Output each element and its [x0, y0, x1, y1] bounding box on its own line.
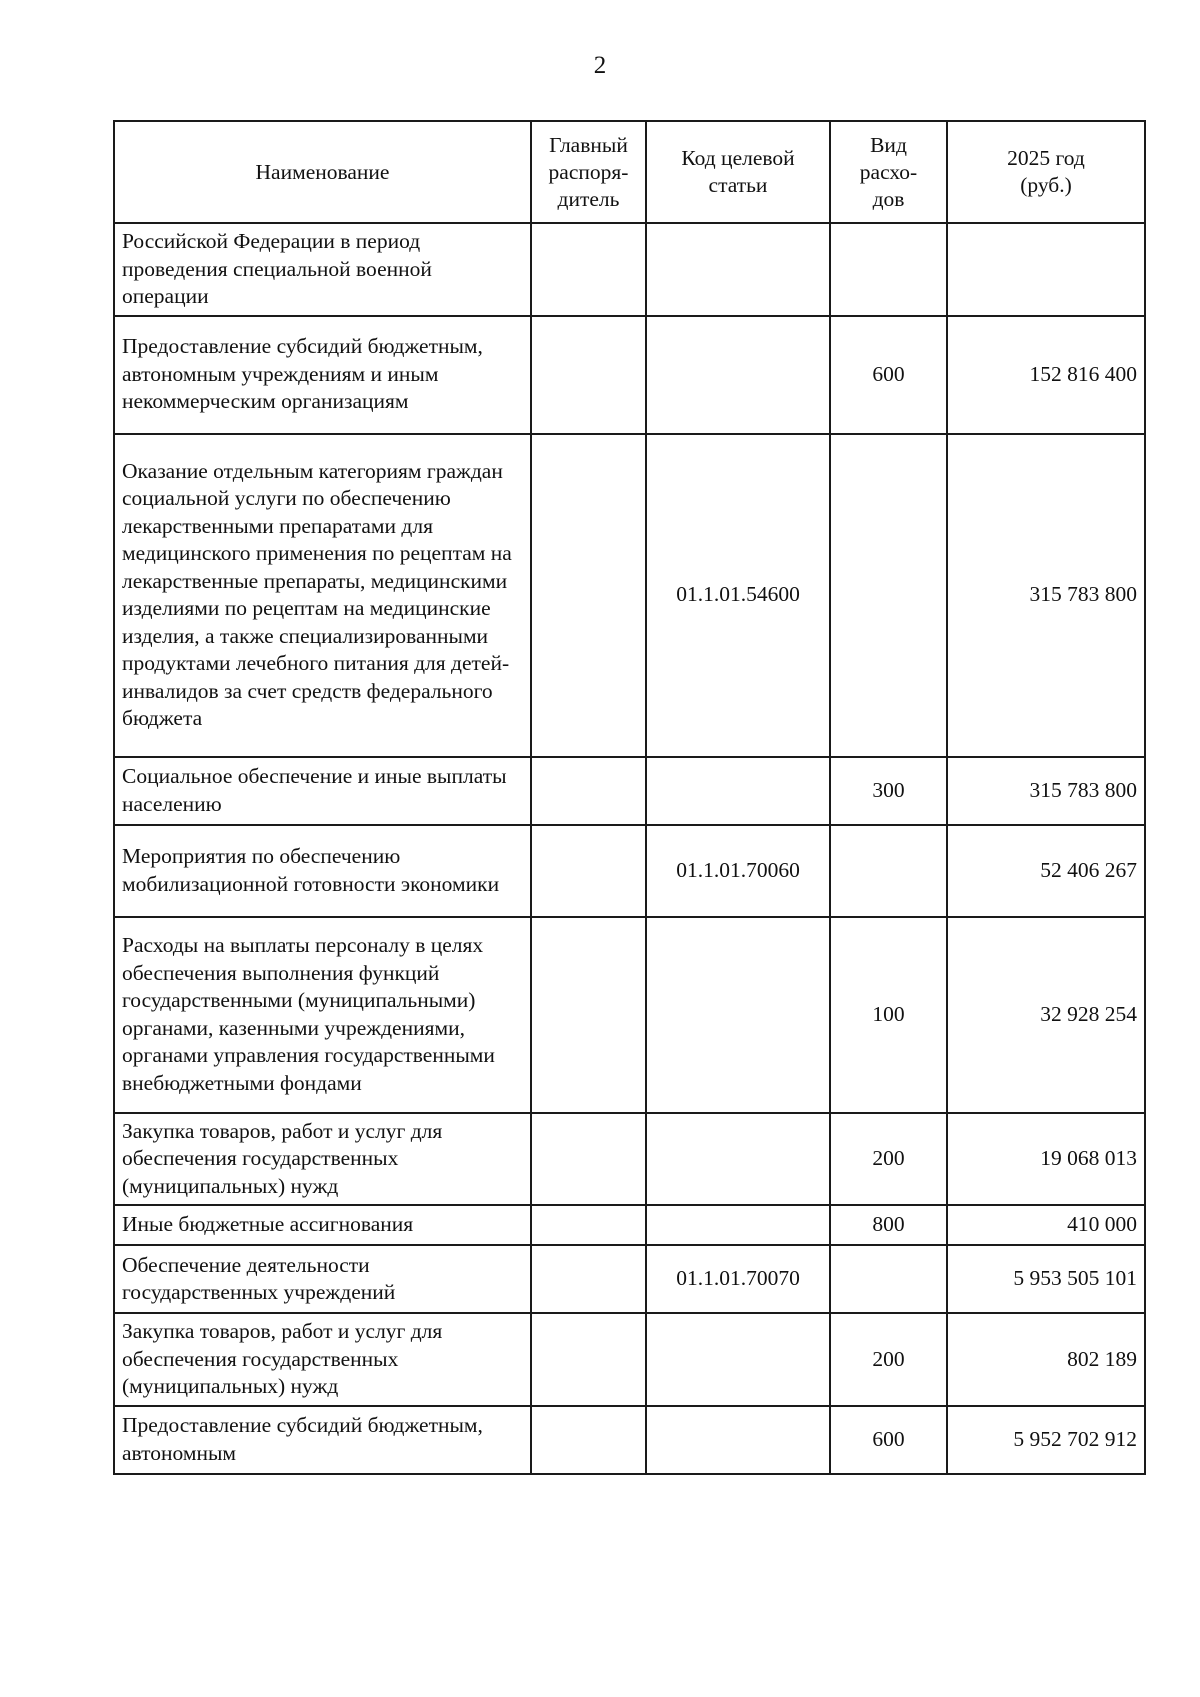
header-name-label: Наименование: [255, 159, 390, 184]
cell-code: [646, 1205, 830, 1245]
table-header: [114, 121, 1145, 223]
cell-expense-type: [830, 434, 947, 757]
table-row: [114, 316, 1145, 434]
cell-manager: [531, 1245, 646, 1313]
header-row: [114, 121, 1145, 223]
cell-code: 01.1.01.54600: [646, 434, 830, 757]
cell-name: Оказание отдельным категориям граждан социальной услуги по обеспечению лекарственными препаратами для медицинского применения по рецептам на лекарственные препараты, медицинскими изделиями по рецептам на медицинские изделия, а также специализированными продуктами лечебного питания для детей-инвалидов за счет средств федерального бюджета: [114, 434, 531, 757]
header-amount: [947, 121, 1145, 223]
budget-table: [113, 120, 1146, 1475]
cell-manager: [531, 757, 646, 825]
cell-code: [646, 1406, 830, 1474]
cell-code: [646, 1113, 830, 1206]
cell-amount: 315 783 800: [947, 757, 1145, 825]
cell-expense-type: 300: [830, 757, 947, 825]
table-row: [114, 917, 1145, 1113]
cell-code: 01.1.01.70070: [646, 1245, 830, 1313]
cell-amount: [947, 223, 1145, 316]
cell-amount: 52 406 267: [947, 825, 1145, 917]
table-body: [114, 223, 1145, 1474]
table-row: [114, 1205, 1145, 1245]
cell-name: Социальное обеспечение и иные выплаты населению: [114, 757, 531, 825]
page-number: 2: [593, 52, 607, 79]
cell-manager: [531, 1113, 646, 1206]
cell-name: Мероприятия по обеспечению мобилизационной готовности экономики: [114, 825, 531, 917]
cell-expense-type: 600: [830, 1406, 947, 1474]
cell-manager: [531, 1205, 646, 1245]
cell-name: Предоставление субсидий бюджетным, автономным: [114, 1406, 531, 1474]
cell-expense-type: [830, 1245, 947, 1313]
cell-name: Расходы на выплаты персоналу в целях обеспечения выполнения функций государственными (муниципальными) органами, казенными учреждениями, органами управления государственными внебюджетными фондами: [114, 917, 531, 1113]
cell-name: Российской Федерации в период проведения специальной военной операции: [114, 223, 531, 316]
table-row: [114, 434, 1145, 757]
header-manager: [531, 121, 646, 223]
cell-expense-type: [830, 223, 947, 316]
cell-expense-type: 200: [830, 1313, 947, 1406]
cell-manager: [531, 917, 646, 1113]
cell-name: Иные бюджетные ассигнования: [114, 1205, 531, 1245]
cell-name: Закупка товаров, работ и услуг для обеспечения государственных (муниципальных) нужд: [114, 1113, 531, 1206]
cell-manager: [531, 223, 646, 316]
cell-amount: 802 189: [947, 1313, 1145, 1406]
cell-code: [646, 917, 830, 1113]
table-row: [114, 825, 1145, 917]
cell-manager: [531, 316, 646, 434]
cell-code: [646, 1313, 830, 1406]
cell-name: Предоставление субсидий бюджетным, автономным учреждениям и иным некоммерческим организациям: [114, 316, 531, 434]
table-row: [114, 757, 1145, 825]
cell-code: 01.1.01.70060: [646, 825, 830, 917]
cell-amount: 152 816 400: [947, 316, 1145, 434]
cell-expense-type: 800: [830, 1205, 947, 1245]
header-type: [830, 121, 947, 223]
table-row: [114, 1245, 1145, 1313]
cell-expense-type: 100: [830, 917, 947, 1113]
table-row: [114, 1113, 1145, 1206]
cell-amount: 19 068 013: [947, 1113, 1145, 1206]
cell-amount: 410 000: [947, 1205, 1145, 1245]
cell-manager: [531, 434, 646, 757]
cell-expense-type: [830, 825, 947, 917]
table-row: [114, 1313, 1145, 1406]
cell-code: [646, 757, 830, 825]
cell-amount: 5 953 505 101: [947, 1245, 1145, 1313]
header-amount-label: 2025 год (руб.): [1007, 146, 1085, 197]
cell-amount: 5 952 702 912: [947, 1406, 1145, 1474]
cell-code: [646, 223, 830, 316]
header-code: [646, 121, 830, 223]
header-code-label: Код целевой статьи: [681, 146, 795, 197]
cell-amount: 32 928 254: [947, 917, 1145, 1113]
header-type-label: Вид расхо- дов: [859, 132, 918, 211]
header-name: [114, 121, 531, 223]
header-manager-label: Главный распоря- дитель: [548, 132, 629, 211]
cell-expense-type: 200: [830, 1113, 947, 1206]
cell-expense-type: 600: [830, 316, 947, 434]
cell-manager: [531, 825, 646, 917]
table-row: [114, 223, 1145, 316]
cell-code: [646, 316, 830, 434]
cell-manager: [531, 1406, 646, 1474]
table-row: [114, 1406, 1145, 1474]
cell-name: Закупка товаров, работ и услуг для обеспечения государственных (муниципальных) нужд: [114, 1313, 531, 1406]
cell-amount: 315 783 800: [947, 434, 1145, 757]
cell-manager: [531, 1313, 646, 1406]
cell-name: Обеспечение деятельности государственных учреждений: [114, 1245, 531, 1313]
